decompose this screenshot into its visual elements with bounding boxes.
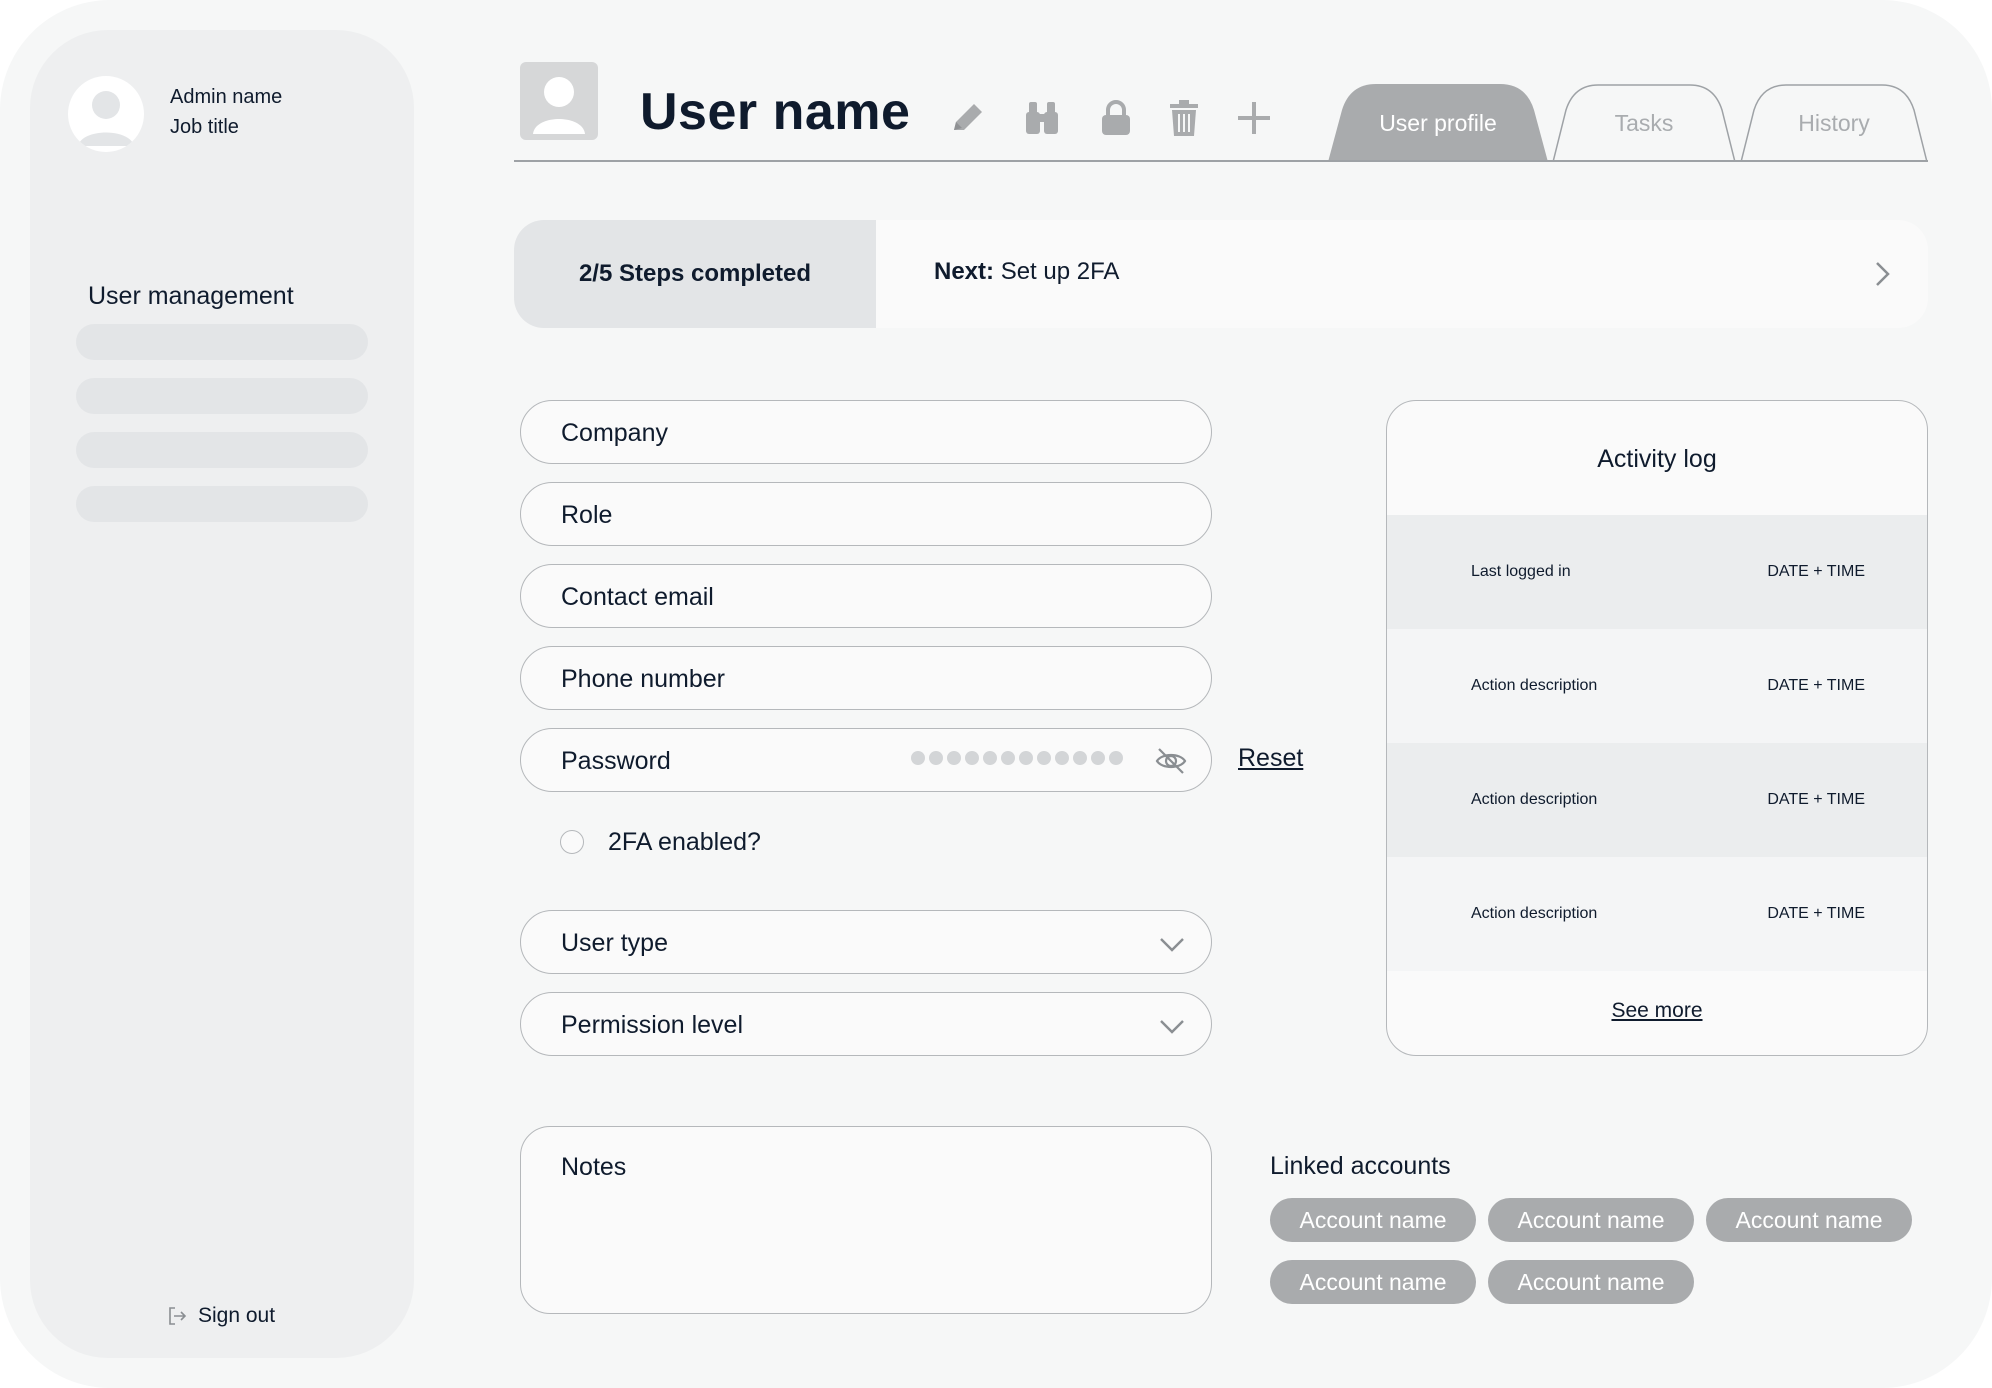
- sign-out-button[interactable]: [166, 1304, 275, 1328]
- notes-textarea[interactable]: [520, 1126, 1212, 1314]
- password-mask: [911, 751, 1123, 765]
- role-placeholder: Role: [561, 501, 613, 529]
- chevron-down-icon: [1157, 1011, 1187, 1041]
- activity-log-title: Activity log: [1597, 445, 1717, 473]
- log-date: DATE + TIME: [1767, 677, 1865, 694]
- log-row: [1387, 629, 1927, 743]
- log-row: [1387, 857, 1927, 971]
- chevron-down-icon: [1157, 929, 1187, 959]
- twofa-radio[interactable]: [560, 830, 584, 854]
- see-more-link[interactable]: See more: [1611, 999, 1703, 1022]
- binoculars-icon[interactable]: [1020, 96, 1064, 140]
- user-type-placeholder: User type: [561, 929, 668, 957]
- twofa-label: 2FA enabled?: [608, 828, 761, 856]
- password-placeholder: Password: [561, 747, 671, 775]
- sidebar-section-title: User management: [88, 282, 294, 310]
- user-avatar[interactable]: [520, 62, 598, 140]
- steps-completed: 2/5 Steps completed: [514, 220, 876, 328]
- header-divider: [514, 160, 1928, 162]
- log-date: DATE + TIME: [1767, 905, 1865, 922]
- sign-out-label: Sign out: [198, 1304, 276, 1327]
- log-description: Action description: [1471, 905, 1598, 922]
- user-type-select[interactable]: [520, 910, 1212, 974]
- user-icon: [68, 76, 144, 152]
- sidebar-item-placeholder[interactable]: [76, 486, 368, 522]
- next-step-label: Next:: [934, 258, 995, 285]
- account-chip[interactable]: Account name: [1488, 1260, 1694, 1304]
- user-icon: [520, 62, 598, 140]
- tab-label: History: [1798, 109, 1870, 136]
- company-field[interactable]: [520, 400, 1212, 464]
- phone-number-placeholder: Phone number: [561, 665, 726, 693]
- next-step-value: Set up 2FA: [1000, 258, 1120, 285]
- linked-accounts-title: Linked accounts: [1270, 1152, 1451, 1180]
- tab-user-profile[interactable]: [1328, 84, 1548, 162]
- account-chip[interactable]: Account name: [1270, 1260, 1476, 1304]
- onboarding-progress[interactable]: [514, 220, 1928, 328]
- tab-label: Tasks: [1614, 109, 1674, 136]
- phone-number-field[interactable]: [520, 646, 1212, 710]
- reset-password-link[interactable]: Reset: [1238, 744, 1304, 772]
- log-description: Last logged in: [1471, 563, 1571, 580]
- tab-label: User profile: [1379, 109, 1497, 136]
- admin-name: Admin name: [170, 86, 283, 108]
- sidebar-item-placeholder[interactable]: [76, 378, 368, 414]
- password-field[interactable]: [520, 728, 1212, 792]
- sidebar: [30, 30, 414, 1358]
- log-description: Action description: [1471, 791, 1598, 808]
- log-date: DATE + TIME: [1767, 563, 1865, 580]
- admin-job-title: Job title: [170, 116, 239, 138]
- sidebar-item-placeholder[interactable]: [76, 432, 368, 468]
- activity-log: [1386, 400, 1928, 1056]
- sidebar-item-placeholder[interactable]: [76, 324, 368, 360]
- pencil-icon[interactable]: [946, 96, 990, 140]
- contact-email-placeholder: Contact email: [561, 583, 714, 611]
- account-chip[interactable]: Account name: [1270, 1198, 1476, 1242]
- permission-level-placeholder: Permission level: [561, 1011, 744, 1039]
- contact-email-field[interactable]: [520, 564, 1212, 628]
- log-row: [1387, 743, 1927, 857]
- account-chip[interactable]: Account name: [1706, 1198, 1912, 1242]
- company-placeholder: Company: [561, 419, 668, 447]
- role-field[interactable]: [520, 482, 1212, 546]
- page-title: User name: [640, 83, 911, 141]
- log-description: Action description: [1471, 677, 1598, 694]
- tab-history[interactable]: [1740, 84, 1928, 162]
- permission-level-select[interactable]: [520, 992, 1212, 1056]
- eye-off-icon[interactable]: [1153, 743, 1189, 779]
- log-row: [1387, 515, 1927, 629]
- notes-placeholder: Notes: [561, 1153, 627, 1181]
- trash-icon[interactable]: [1162, 96, 1206, 140]
- sign-out-icon: [166, 1305, 188, 1327]
- chevron-right-icon[interactable]: [1864, 256, 1900, 292]
- tab-tasks[interactable]: [1552, 84, 1736, 162]
- lock-icon[interactable]: [1094, 96, 1138, 140]
- log-date: DATE + TIME: [1767, 791, 1865, 808]
- next-step: [934, 258, 1119, 286]
- admin-avatar[interactable]: [68, 76, 144, 152]
- account-chip[interactable]: Account name: [1488, 1198, 1694, 1242]
- plus-icon[interactable]: [1232, 96, 1276, 140]
